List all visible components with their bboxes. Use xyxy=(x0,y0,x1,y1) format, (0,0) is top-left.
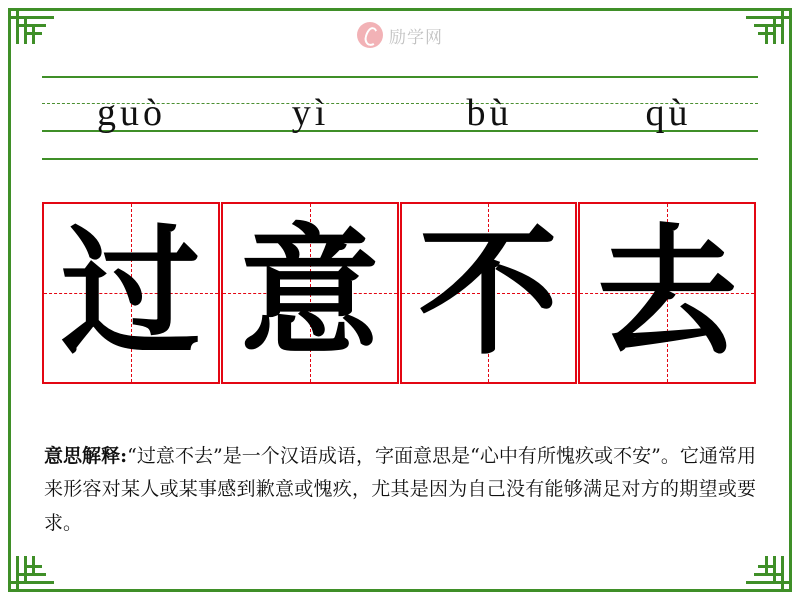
corner-ornament-bottom-left xyxy=(8,556,54,592)
corner-ornament-bottom-right xyxy=(746,556,792,592)
site-logo xyxy=(357,22,443,48)
frame-bottom-border xyxy=(8,589,792,592)
character-glyph: 过 xyxy=(60,211,201,375)
explanation-label: 意思解释: xyxy=(44,445,128,467)
pinyin-row xyxy=(42,76,758,160)
flame-icon xyxy=(357,22,383,48)
pinyin-staff xyxy=(42,76,758,160)
character-cell xyxy=(400,202,578,384)
character-glyph: 意 xyxy=(239,211,380,375)
character-glyph: 去 xyxy=(597,211,738,375)
corner-ornament-top-left xyxy=(8,8,54,44)
character-cell xyxy=(42,202,220,384)
frame-right-border xyxy=(789,8,792,592)
frame-top-border xyxy=(8,8,792,11)
pinyin-syllable: yì xyxy=(291,92,330,134)
character-grid xyxy=(42,202,756,384)
character-glyph: 不 xyxy=(418,211,559,375)
explanation-block xyxy=(44,440,756,540)
pinyin-syllable: bù xyxy=(466,92,513,134)
explanation-text: “过意不去”是一个汉语成语，字面意思是“心中有所愧疚或不安”。它通常用来形容对某人或某事感到歉意或愧疚，尤其是因为自己没有能够满足对方的期望或要求。 xyxy=(44,445,757,534)
character-cell xyxy=(221,202,399,384)
frame-left-border xyxy=(8,8,11,592)
pinyin-syllable: guò xyxy=(97,92,166,134)
corner-ornament-top-right xyxy=(746,8,792,44)
character-cell xyxy=(578,202,756,384)
site-logo-text: 励学网 xyxy=(389,27,443,47)
pinyin-syllable: qù xyxy=(645,92,692,134)
